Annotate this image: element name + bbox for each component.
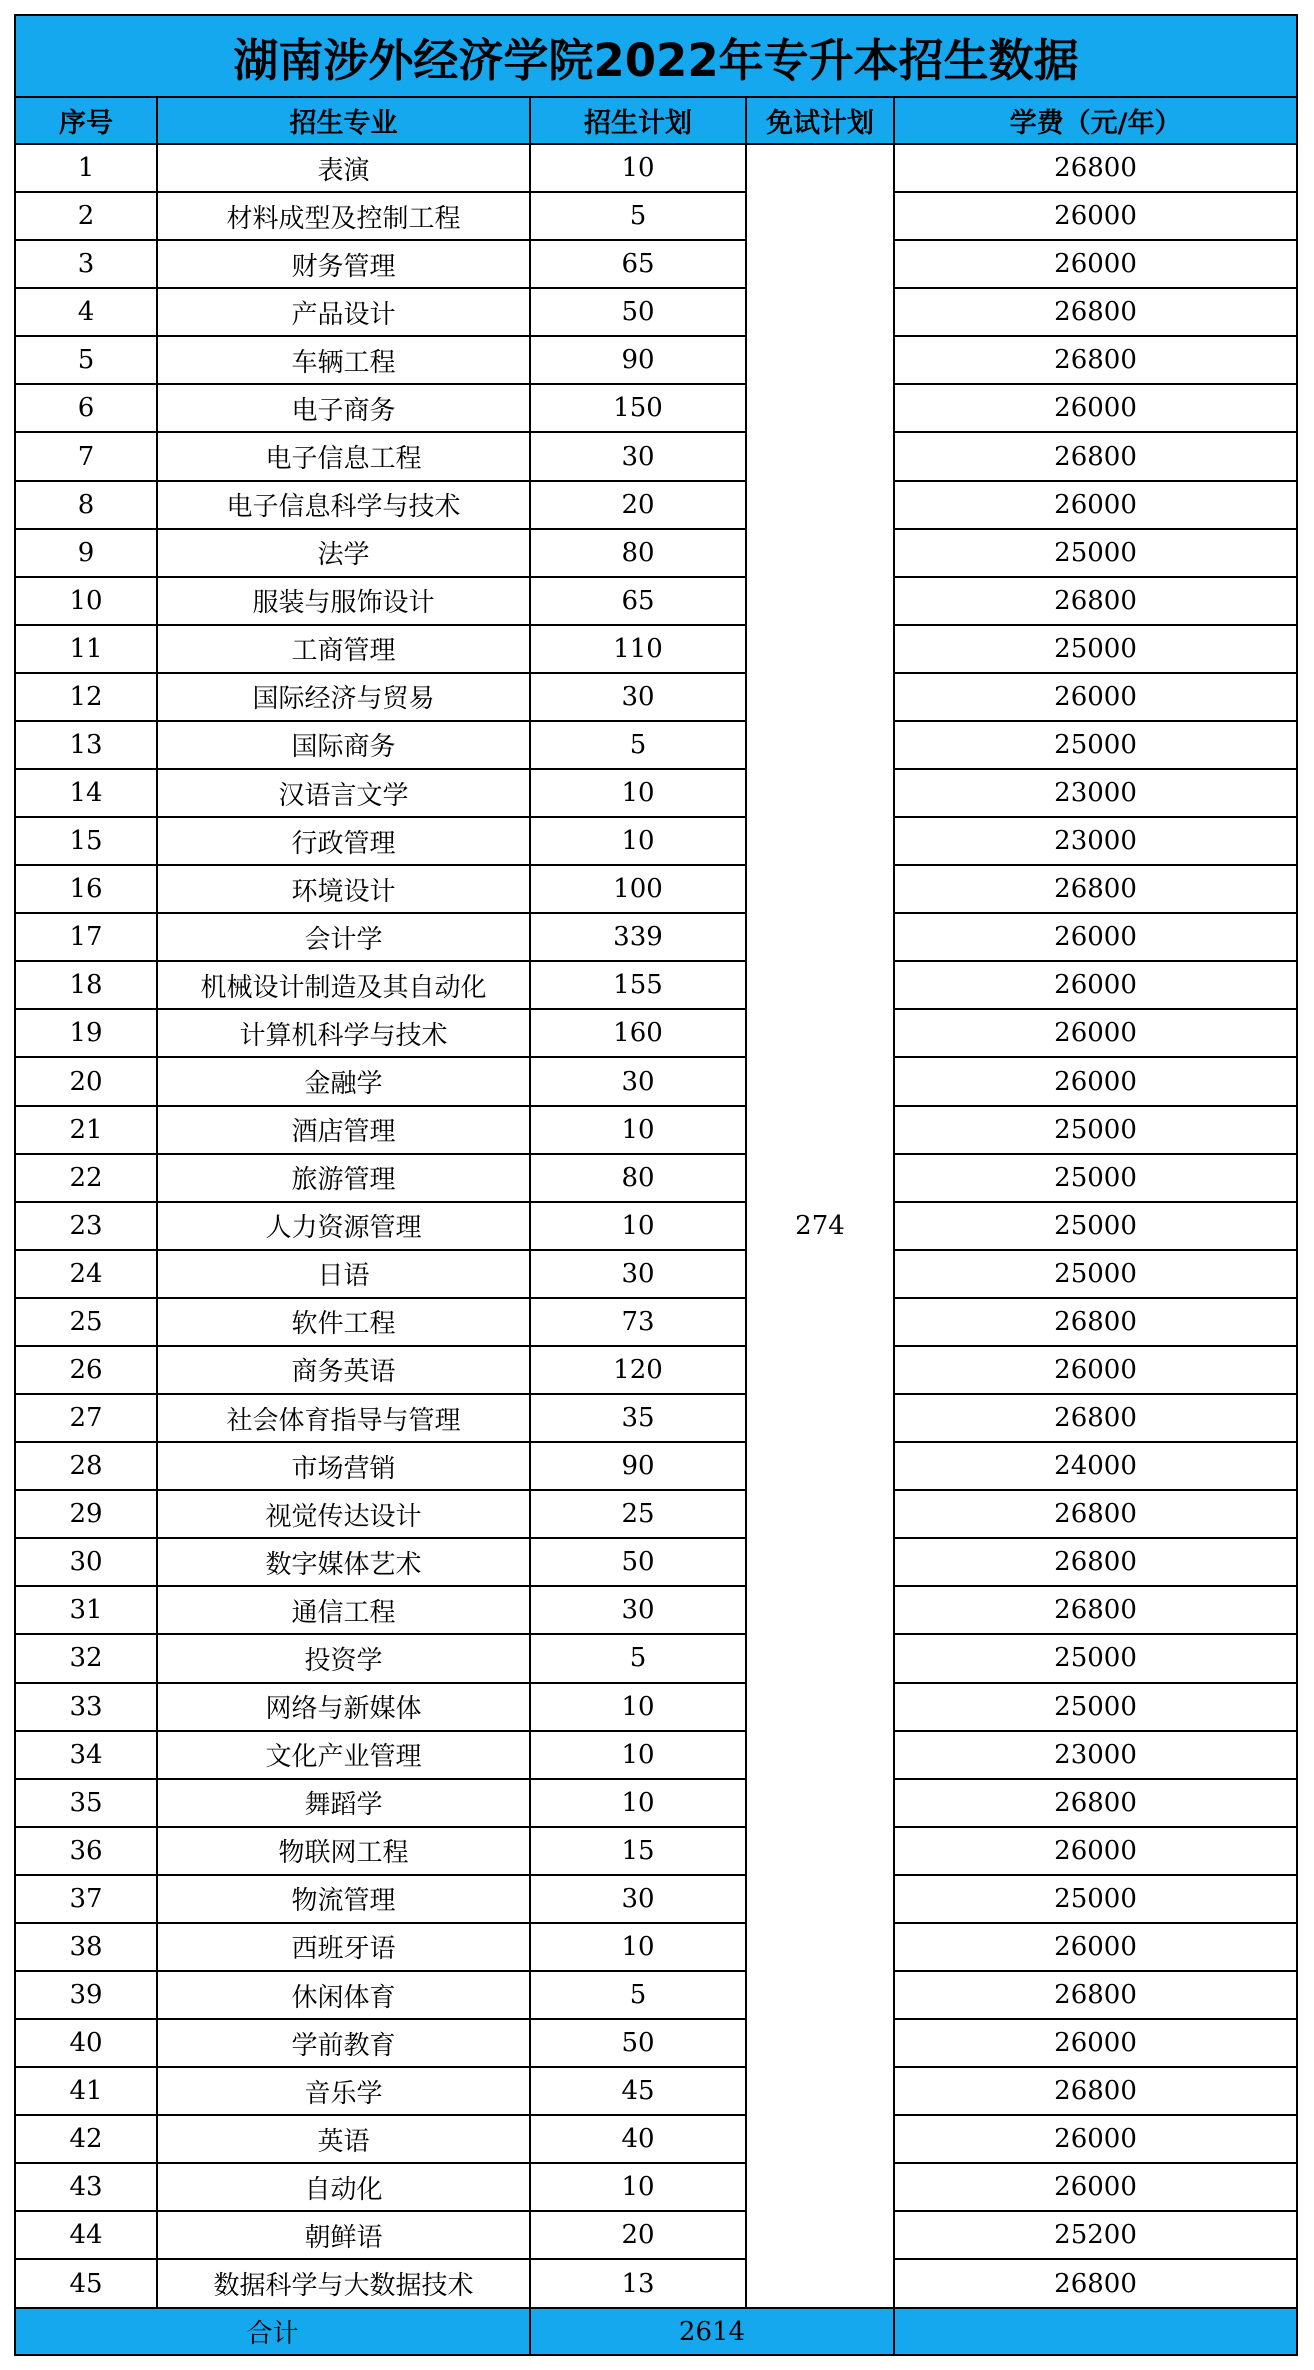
row-major: 汉语言文学 — [157, 769, 530, 817]
row-major: 计算机科学与技术 — [157, 1009, 530, 1057]
table-row — [15, 432, 1297, 480]
row-major: 工商管理 — [157, 625, 530, 673]
total-empty-cell — [894, 2308, 1297, 2355]
row-seq: 39 — [15, 1971, 157, 2019]
row-plan: 30 — [530, 1250, 746, 1298]
row-fee: 23000 — [894, 1731, 1297, 1779]
table-row — [15, 288, 1297, 336]
row-plan: 25 — [530, 1490, 746, 1538]
row-plan: 40 — [530, 2115, 746, 2163]
table-row — [15, 1827, 1297, 1875]
row-fee: 26800 — [894, 1971, 1297, 2019]
table-row — [15, 1346, 1297, 1394]
row-fee: 25000 — [894, 625, 1297, 673]
row-plan: 5 — [530, 721, 746, 769]
row-major: 学前教育 — [157, 2019, 530, 2067]
table-row — [15, 1250, 1297, 1298]
row-major: 物联网工程 — [157, 1827, 530, 1875]
table-row — [15, 865, 1297, 913]
row-seq: 20 — [15, 1057, 157, 1105]
row-plan: 30 — [530, 1875, 746, 1923]
row-major: 通信工程 — [157, 1586, 530, 1634]
row-major: 产品设计 — [157, 288, 530, 336]
row-fee: 25000 — [894, 1154, 1297, 1202]
total-row — [15, 2308, 1297, 2355]
row-major: 法学 — [157, 529, 530, 577]
row-plan: 45 — [530, 2067, 746, 2115]
row-plan: 10 — [530, 2163, 746, 2211]
table-row — [15, 1106, 1297, 1154]
row-major: 会计学 — [157, 913, 530, 961]
row-fee: 26000 — [894, 1923, 1297, 1971]
row-major: 环境设计 — [157, 865, 530, 913]
row-major: 机械设计制造及其自动化 — [157, 961, 530, 1009]
row-seq: 8 — [15, 481, 157, 529]
table-row — [15, 1875, 1297, 1923]
row-fee: 26000 — [894, 2163, 1297, 2211]
table-row — [15, 1779, 1297, 1827]
row-fee: 26000 — [894, 240, 1297, 288]
row-seq: 3 — [15, 240, 157, 288]
table-row — [15, 1009, 1297, 1057]
row-seq: 14 — [15, 769, 157, 817]
enrollment-table — [14, 14, 1298, 2356]
row-plan: 150 — [530, 384, 746, 432]
row-seq: 32 — [15, 1634, 157, 1682]
row-major: 国际经济与贸易 — [157, 673, 530, 721]
table-row — [15, 1538, 1297, 1586]
row-fee: 26000 — [894, 1009, 1297, 1057]
row-fee: 26800 — [894, 1298, 1297, 1346]
row-plan: 10 — [530, 144, 746, 192]
row-plan: 120 — [530, 1346, 746, 1394]
row-fee: 26800 — [894, 1490, 1297, 1538]
total-label: 合计 — [15, 2308, 530, 2355]
row-fee: 25000 — [894, 1250, 1297, 1298]
table-row — [15, 1154, 1297, 1202]
row-fee: 26000 — [894, 481, 1297, 529]
table-row — [15, 2259, 1297, 2308]
row-fee: 26800 — [894, 2067, 1297, 2115]
header-seq: 序号 — [15, 97, 157, 144]
table-row — [15, 961, 1297, 1009]
row-seq: 10 — [15, 577, 157, 625]
row-plan: 65 — [530, 240, 746, 288]
row-seq: 43 — [15, 2163, 157, 2211]
row-seq: 30 — [15, 1538, 157, 1586]
table-row — [15, 481, 1297, 529]
total-value: 2614 — [530, 2308, 894, 2355]
table-row — [15, 1442, 1297, 1490]
row-seq: 42 — [15, 2115, 157, 2163]
table-row — [15, 1298, 1297, 1346]
row-seq: 16 — [15, 865, 157, 913]
row-plan: 10 — [530, 1106, 746, 1154]
row-seq: 36 — [15, 1827, 157, 1875]
row-fee: 26800 — [894, 865, 1297, 913]
table-row — [15, 817, 1297, 865]
row-major: 休闲体育 — [157, 1971, 530, 2019]
header-major: 招生专业 — [157, 97, 530, 144]
row-seq: 7 — [15, 432, 157, 480]
table-row — [15, 625, 1297, 673]
table-row — [15, 1490, 1297, 1538]
row-fee: 26800 — [894, 288, 1297, 336]
row-plan: 160 — [530, 1009, 746, 1057]
row-plan: 10 — [530, 1923, 746, 1971]
row-plan: 30 — [530, 432, 746, 480]
row-fee: 26800 — [894, 577, 1297, 625]
row-major: 朝鲜语 — [157, 2211, 530, 2259]
row-plan: 50 — [530, 288, 746, 336]
row-plan: 30 — [530, 673, 746, 721]
row-seq: 11 — [15, 625, 157, 673]
table-row — [15, 2019, 1297, 2067]
row-seq: 28 — [15, 1442, 157, 1490]
row-seq: 22 — [15, 1154, 157, 1202]
row-plan: 90 — [530, 1442, 746, 1490]
row-major: 国际商务 — [157, 721, 530, 769]
table-row — [15, 769, 1297, 817]
row-plan: 5 — [530, 192, 746, 240]
table-row — [15, 673, 1297, 721]
row-seq: 1 — [15, 144, 157, 192]
row-fee: 26800 — [894, 336, 1297, 384]
row-major: 舞蹈学 — [157, 1779, 530, 1827]
row-major: 数据科学与大数据技术 — [157, 2259, 530, 2308]
row-plan: 35 — [530, 1394, 746, 1442]
row-fee: 26000 — [894, 2019, 1297, 2067]
row-fee: 25000 — [894, 1106, 1297, 1154]
row-fee: 25200 — [894, 2211, 1297, 2259]
row-seq: 40 — [15, 2019, 157, 2067]
row-plan: 80 — [530, 529, 746, 577]
row-major: 金融学 — [157, 1057, 530, 1105]
row-seq: 27 — [15, 1394, 157, 1442]
row-seq: 37 — [15, 1875, 157, 1923]
row-fee: 25000 — [894, 721, 1297, 769]
header-row — [15, 97, 1297, 144]
row-fee: 26000 — [894, 1057, 1297, 1105]
row-seq: 4 — [15, 288, 157, 336]
row-plan: 20 — [530, 2211, 746, 2259]
row-plan: 10 — [530, 1202, 746, 1250]
row-seq: 18 — [15, 961, 157, 1009]
row-major: 财务管理 — [157, 240, 530, 288]
row-plan: 30 — [530, 1586, 746, 1634]
row-major: 服装与服饰设计 — [157, 577, 530, 625]
row-plan: 339 — [530, 913, 746, 961]
row-plan: 65 — [530, 577, 746, 625]
row-plan: 10 — [530, 1683, 746, 1731]
row-fee: 26800 — [894, 1586, 1297, 1634]
table-row — [15, 1057, 1297, 1105]
row-fee: 26000 — [894, 961, 1297, 1009]
header-plan: 招生计划 — [530, 97, 746, 144]
table-row — [15, 192, 1297, 240]
row-plan: 90 — [530, 336, 746, 384]
row-fee: 23000 — [894, 769, 1297, 817]
row-fee: 26000 — [894, 673, 1297, 721]
row-seq: 38 — [15, 1923, 157, 1971]
table-row — [15, 1923, 1297, 1971]
row-plan: 50 — [530, 1538, 746, 1586]
row-seq: 24 — [15, 1250, 157, 1298]
row-seq: 33 — [15, 1683, 157, 1731]
row-seq: 6 — [15, 384, 157, 432]
row-major: 人力资源管理 — [157, 1202, 530, 1250]
table-row — [15, 336, 1297, 384]
table-row — [15, 1731, 1297, 1779]
row-plan: 10 — [530, 769, 746, 817]
table-row — [15, 1586, 1297, 1634]
table-row — [15, 240, 1297, 288]
row-major: 物流管理 — [157, 1875, 530, 1923]
row-major: 电子商务 — [157, 384, 530, 432]
row-plan: 5 — [530, 1634, 746, 1682]
row-fee: 25000 — [894, 1634, 1297, 1682]
row-fee: 26000 — [894, 2115, 1297, 2163]
row-major: 音乐学 — [157, 2067, 530, 2115]
row-plan: 30 — [530, 1057, 746, 1105]
row-fee: 26000 — [894, 1827, 1297, 1875]
row-fee: 26800 — [894, 432, 1297, 480]
row-fee: 26800 — [894, 1394, 1297, 1442]
row-plan: 13 — [530, 2259, 746, 2308]
row-major: 商务英语 — [157, 1346, 530, 1394]
row-plan: 50 — [530, 2019, 746, 2067]
row-major: 酒店管理 — [157, 1106, 530, 1154]
row-major: 表演 — [157, 144, 530, 192]
row-fee: 26000 — [894, 384, 1297, 432]
row-major: 电子信息工程 — [157, 432, 530, 480]
table-row — [15, 721, 1297, 769]
row-major: 投资学 — [157, 1634, 530, 1682]
row-major: 电子信息科学与技术 — [157, 481, 530, 529]
row-major: 网络与新媒体 — [157, 1683, 530, 1731]
row-plan: 110 — [530, 625, 746, 673]
row-major: 社会体育指导与管理 — [157, 1394, 530, 1442]
table-row — [15, 2067, 1297, 2115]
row-plan: 10 — [530, 817, 746, 865]
table-row — [15, 2115, 1297, 2163]
row-seq: 13 — [15, 721, 157, 769]
row-major: 旅游管理 — [157, 1154, 530, 1202]
row-major: 市场营销 — [157, 1442, 530, 1490]
row-plan: 10 — [530, 1731, 746, 1779]
row-fee: 24000 — [894, 1442, 1297, 1490]
row-seq: 31 — [15, 1586, 157, 1634]
table-body — [15, 144, 1297, 2308]
row-fee: 26800 — [894, 1779, 1297, 1827]
row-seq: 5 — [15, 336, 157, 384]
row-seq: 41 — [15, 2067, 157, 2115]
row-fee: 25000 — [894, 1875, 1297, 1923]
row-fee: 25000 — [894, 1202, 1297, 1250]
row-major: 日语 — [157, 1250, 530, 1298]
row-major: 西班牙语 — [157, 1923, 530, 1971]
row-seq: 45 — [15, 2259, 157, 2308]
table-row — [15, 1634, 1297, 1682]
row-major: 自动化 — [157, 2163, 530, 2211]
row-major: 视觉传达设计 — [157, 1490, 530, 1538]
row-plan: 5 — [530, 1971, 746, 2019]
row-fee: 25000 — [894, 1683, 1297, 1731]
row-seq: 12 — [15, 673, 157, 721]
row-fee: 26000 — [894, 913, 1297, 961]
row-major: 软件工程 — [157, 1298, 530, 1346]
header-exempt: 免试计划 — [746, 97, 894, 144]
row-plan: 73 — [530, 1298, 746, 1346]
table-row — [15, 529, 1297, 577]
row-major: 车辆工程 — [157, 336, 530, 384]
exempt-plan-cell: 274 — [746, 144, 894, 2308]
row-plan: 155 — [530, 961, 746, 1009]
row-plan: 15 — [530, 1827, 746, 1875]
row-major: 行政管理 — [157, 817, 530, 865]
row-major: 文化产业管理 — [157, 1731, 530, 1779]
row-plan: 20 — [530, 481, 746, 529]
row-seq: 2 — [15, 192, 157, 240]
row-seq: 29 — [15, 1490, 157, 1538]
row-plan: 80 — [530, 1154, 746, 1202]
table-row — [15, 913, 1297, 961]
row-seq: 25 — [15, 1298, 157, 1346]
row-seq: 44 — [15, 2211, 157, 2259]
table-row — [15, 2211, 1297, 2259]
title-row — [15, 15, 1297, 97]
header-fee: 学费（元/年） — [894, 97, 1297, 144]
row-plan: 10 — [530, 1779, 746, 1827]
row-seq: 34 — [15, 1731, 157, 1779]
table-title: 湖南涉外经济学院2022年专升本招生数据 — [15, 15, 1297, 97]
table-row — [15, 1971, 1297, 2019]
row-seq: 17 — [15, 913, 157, 961]
table-row — [15, 1202, 1297, 1250]
row-seq: 15 — [15, 817, 157, 865]
row-seq: 21 — [15, 1106, 157, 1154]
row-seq: 9 — [15, 529, 157, 577]
row-major: 英语 — [157, 2115, 530, 2163]
table-row — [15, 144, 1297, 192]
row-fee: 26000 — [894, 192, 1297, 240]
row-seq: 35 — [15, 1779, 157, 1827]
table-row — [15, 1394, 1297, 1442]
row-fee: 26800 — [894, 144, 1297, 192]
table-row — [15, 384, 1297, 432]
row-seq: 26 — [15, 1346, 157, 1394]
table-row — [15, 577, 1297, 625]
row-fee: 26800 — [894, 1538, 1297, 1586]
row-major: 材料成型及控制工程 — [157, 192, 530, 240]
row-seq: 19 — [15, 1009, 157, 1057]
row-fee: 23000 — [894, 817, 1297, 865]
table-row — [15, 2163, 1297, 2211]
row-plan: 100 — [530, 865, 746, 913]
row-fee: 26000 — [894, 1346, 1297, 1394]
row-fee: 26800 — [894, 2259, 1297, 2308]
table-row — [15, 1683, 1297, 1731]
row-major: 数字媒体艺术 — [157, 1538, 530, 1586]
row-seq: 23 — [15, 1202, 157, 1250]
row-fee: 25000 — [894, 529, 1297, 577]
